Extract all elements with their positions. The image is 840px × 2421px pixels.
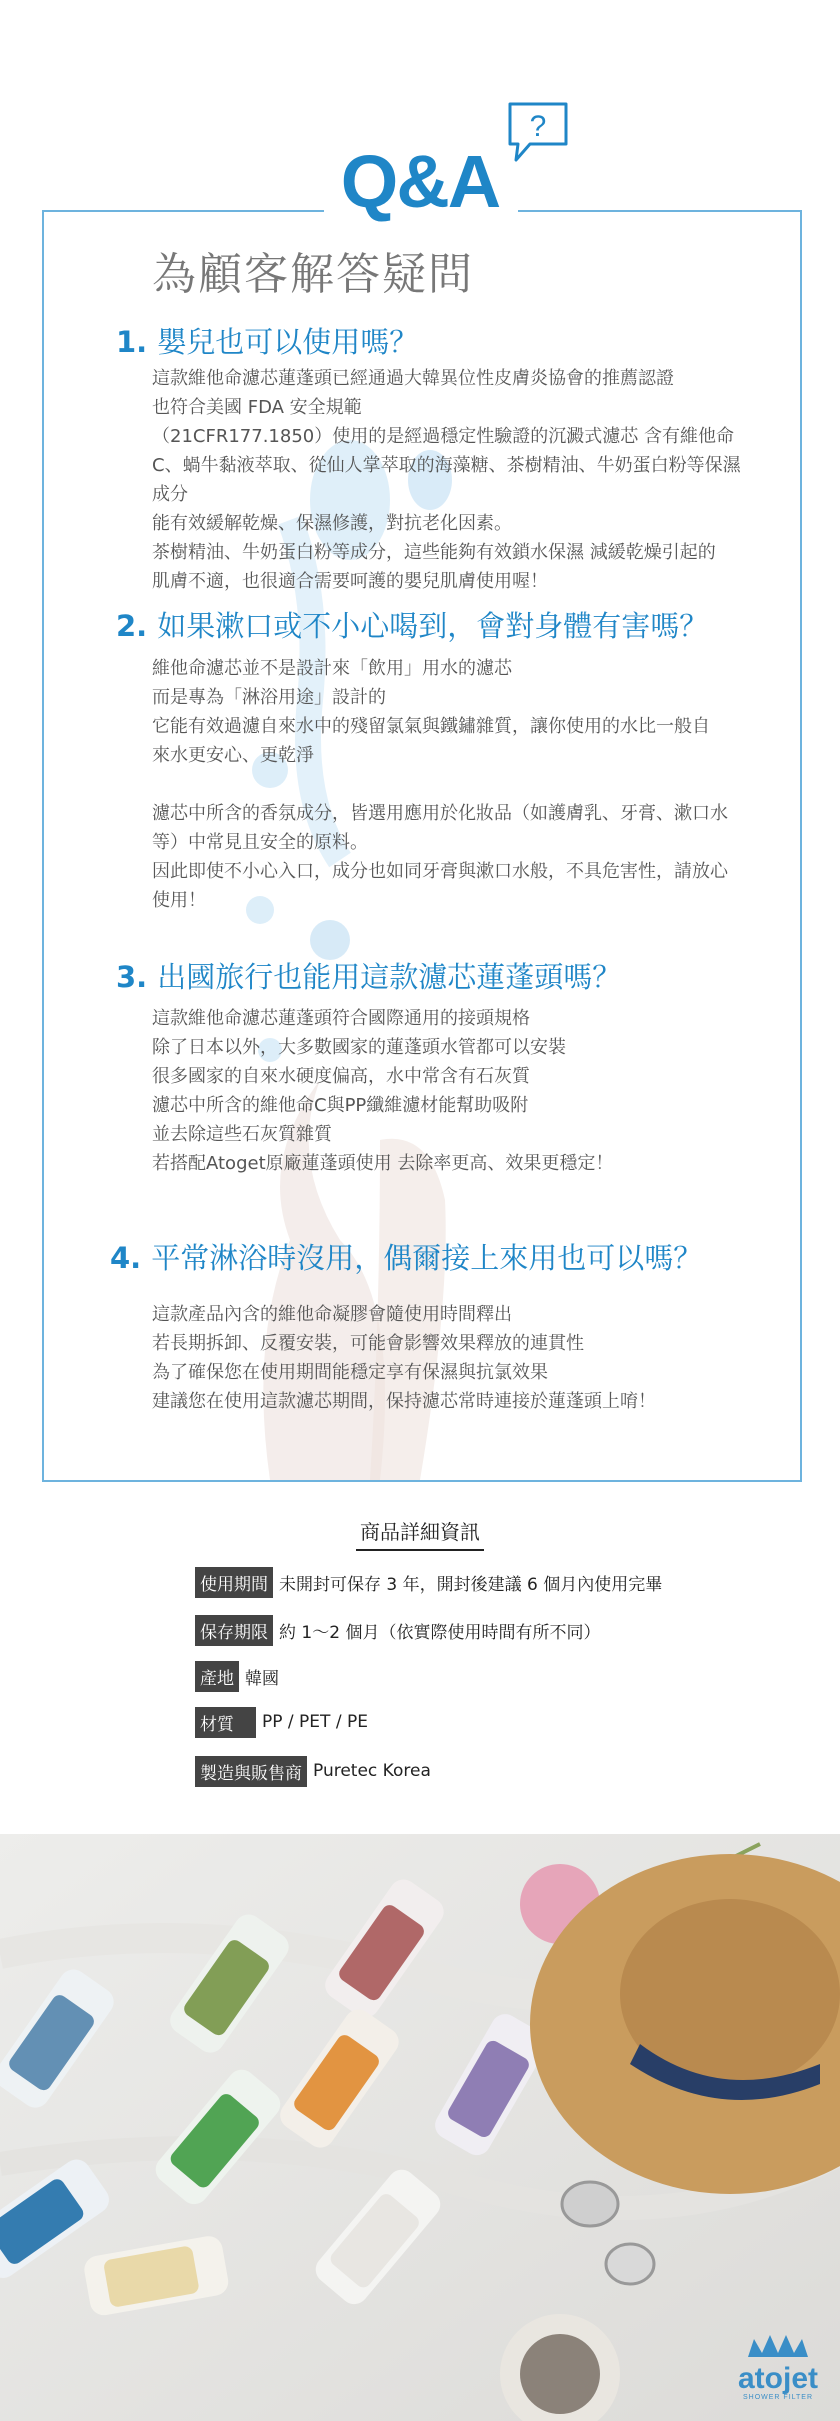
question-text: 如果漱口或不小心喝到，會對身體有害嗎？ [157, 609, 709, 643]
answer-line: 成分 [152, 484, 188, 505]
answer-line: 維他命濾芯並不是設計來「飲用」用水的濾芯 [152, 658, 512, 679]
info-label: 產地 [195, 1661, 239, 1692]
logo-tagline: SHOWER FILTER [742, 2394, 814, 2401]
answer-line: （21CFR177.1850）使用的是經過穩定性驗證的沉澱式濾芯 含有維他命 [152, 426, 734, 447]
answer-line: 因此即使不小心入口，成分也如同牙膏與漱口水般，不具危害性，請放心 [152, 861, 728, 882]
answer-line: 使用！ [152, 890, 206, 911]
info-value: Puretec Korea [313, 1761, 431, 1781]
brand-logo [738, 2333, 818, 2401]
answer-line: 為了確保您在使用期間能穩定享有保濕與抗氯效果 [152, 1362, 548, 1383]
info-row-material [195, 1707, 368, 1737]
answer-line: 濾芯中所含的香氛成分，皆選用應用於化妝品（如護膚乳、牙膏、漱口水 [152, 803, 728, 824]
answer-line: 若長期拆卸、反覆安裝，可能會影響效果釋放的連貫性 [152, 1333, 584, 1354]
answer-line: 這款產品內含的維他命凝膠會隨使用時間釋出 [152, 1304, 512, 1325]
question-3-heading [116, 955, 621, 996]
info-row-usage-period [195, 1567, 662, 1597]
bubble-symbol: ? [529, 110, 547, 143]
question-number: 1. [116, 325, 148, 359]
answer-line: 濾芯中所含的維他命C與PP纖維濾材能幫助吸附 [152, 1095, 529, 1116]
crown-icon [738, 2333, 818, 2359]
question-4-heading [110, 1236, 702, 1277]
question-text: 出國旅行也能用這款濾芯蓮蓬頭嗎？ [157, 960, 622, 994]
answer-line: 它能有效過濾自來水中的殘留氯氣與鐵鏽雜質，讓你使用的水比一般自 [152, 716, 710, 737]
product-info-title: 商品詳細資訊 [0, 1516, 840, 1551]
answer-line: 建議您在使用這款濾芯期間，保持濾芯常時連接於蓮蓬頭上唷！ [152, 1391, 656, 1412]
answer-line: 而是專為「淋浴用途」設計的 [152, 687, 386, 708]
answer-line: 也符合美國 FDA 安全規範 [152, 397, 362, 418]
info-label: 材質 [195, 1707, 256, 1738]
info-label: 保存期限 [195, 1615, 273, 1646]
answer-gap [152, 770, 792, 799]
answer-line: 能有效緩解乾燥、保濕修護，對抗老化因素。 [152, 513, 512, 534]
question-text: 嬰兒也可以使用嗎？ [157, 325, 419, 359]
answer-line: 這款維他命濾芯蓮蓬頭已經通過大韓異位性皮膚炎協會的推薦認證 [152, 368, 674, 389]
info-row-origin [195, 1661, 279, 1691]
question-number: 4. [110, 1241, 142, 1275]
question-number: 2. [116, 609, 148, 643]
product-photo-illustration [0, 1834, 840, 2421]
answer-1 [152, 364, 792, 596]
answer-line: 來水更安心、更乾淨 [152, 745, 314, 766]
question-number: 3. [116, 960, 148, 994]
logo-text: atojet [737, 2362, 818, 2395]
answer-3 [152, 1004, 792, 1178]
question-1-heading [116, 320, 418, 361]
question-text: 平常淋浴時沒用，偶爾接上來用也可以嗎？ [151, 1241, 703, 1275]
answer-2 [152, 654, 792, 915]
answer-line: 肌膚不適，也很適合需要呵護的嬰兒肌膚使用喔！ [152, 571, 548, 592]
answer-line: 等）中常見且安全的原料。 [152, 832, 368, 853]
answer-line: 除了日本以外，大多數國家的蓮蓬頭水管都可以安裝 [152, 1037, 566, 1058]
question-2-heading [116, 604, 708, 645]
info-value: 韓國 [245, 1668, 279, 1689]
info-value: 未開封可保存 3 年，開封後建議 6 個月內使用完畢 [279, 1574, 663, 1595]
info-label: 使用期間 [195, 1567, 273, 1598]
product-photo [0, 1834, 840, 2421]
answer-line: 茶樹精油、牛奶蛋白粉等成分，這些能夠有效鎖水保濕 減緩乾燥引起的 [152, 542, 716, 563]
info-row-manufacturer [195, 1756, 431, 1786]
answer-4 [152, 1300, 792, 1416]
page-subtitle: 為顧客解答疑問 [152, 249, 474, 300]
answer-line: 若搭配Atoget原廠蓮蓬頭使用 去除率更高、效果更穩定！ [152, 1153, 614, 1174]
info-row-shelf-life [195, 1615, 600, 1645]
info-value: 約 1〜2 個月（依實際使用時間有所不同） [279, 1622, 601, 1643]
info-value: PP / PET / PE [262, 1712, 368, 1732]
page-title: Q&A [340, 140, 500, 223]
answer-line: 很多國家的自來水硬度偏高，水中常含有石灰質 [152, 1066, 530, 1087]
answer-line: 並去除這些石灰質雜質 [152, 1124, 332, 1145]
answer-line: C、蝸牛黏液萃取、從仙人掌萃取的海藻糖、茶樹精油、牛奶蛋白粉等保濕 [152, 455, 741, 476]
answer-line: 這款維他命濾芯蓮蓬頭符合國際通用的接頭規格 [152, 1008, 530, 1029]
info-label: 製造與販售商 [195, 1756, 307, 1787]
